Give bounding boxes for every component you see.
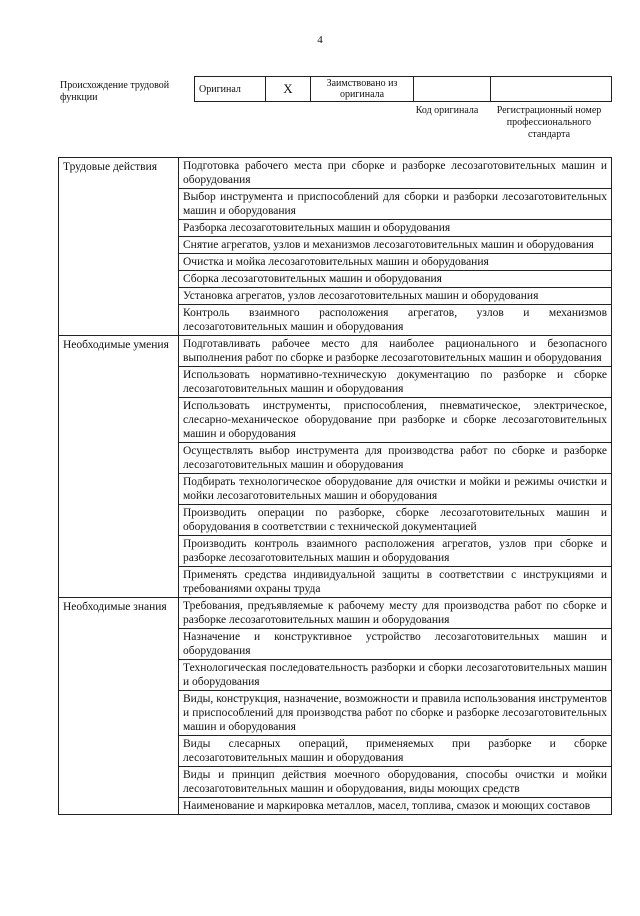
section-item: Подготовка рабочего места при сборке и разборке лесозаготовительных машин и оборудования — [179, 158, 612, 189]
section-item: Разборка лесозаготовительных машин и оборудования — [179, 220, 612, 237]
section-item: Очистка и мойка лесозаготовительных машин и оборудования — [179, 254, 612, 271]
origin-label: Происхождение трудовой функции — [60, 80, 170, 103]
code-cell — [414, 77, 491, 102]
page-number: 4 — [317, 34, 323, 46]
section-item: Виды, конструкция, назначение, возможности и правила использования инструментов и приспособлений для производства работ по сборке и разборке лесозаготовительных машин и оборудования — [179, 691, 612, 736]
section-item: Технологическая последовательность разборки и сборки лесозаготовительных машин и оборудования — [179, 660, 612, 691]
function-table — [58, 157, 612, 815]
section-item: Производить контроль взаимного расположения агрегатов, узлов при сборке и разборке лесозаготовительных машин и оборудования — [179, 536, 612, 567]
section-item: Требования, предъявляемые к рабочему месту для производства работ по сборке и разборке лесозаготовительных машин и оборудования — [179, 598, 612, 629]
section-item: Выбор инструмента и приспособлений для сборки и разборки лесозаготовительных машин и оборудования — [179, 189, 612, 220]
section-item: Контроль взаимного расположения агрегатов, узлов и механизмов лесозаготовительных машин и оборудования — [179, 305, 612, 336]
reg-number-caption: Регистрационный номер профессионального стандарта — [496, 105, 602, 140]
borrowed-cell: Заимствовано из оригинала — [311, 77, 414, 102]
section-item: Использовать инструменты, приспособления, пневматическое, электрическое, слесарно-механическое оборудование при разборке и сборке лесозаготовительных машин и оборудования — [179, 398, 612, 443]
section-item: Наименование и маркировка металлов, масел, топлива, смазок и моющих составов — [179, 798, 612, 815]
section-item: Применять средства индивидуальной защиты в соответствии с инструкциями и требованиями охраны труда — [179, 567, 612, 598]
section-title: Необходимые знания — [59, 598, 179, 815]
section-item: Виды слесарных операций, применяемых при разборке и сборке лесозаготовительных машин и оборудования — [179, 736, 612, 767]
section-title: Трудовые действия — [59, 158, 179, 336]
origin-table — [194, 76, 612, 102]
section-item: Назначение и конструктивное устройство лесозаготовительных машин и оборудования — [179, 629, 612, 660]
code-caption: Код оригинала — [415, 105, 479, 116]
table-row — [59, 336, 612, 367]
section-item: Виды и принцип действия моечного оборудования, способы очистки и мойки лесозаготовительных машин и оборудования, виды моющих средств — [179, 767, 612, 798]
table-row — [59, 598, 612, 629]
table-row — [59, 158, 612, 189]
reg-number-cell — [491, 77, 612, 102]
function-table-body — [59, 158, 612, 815]
section-item: Осуществлять выбор инструмента для производства работ по сборке и разборке лесозаготовительных машин и оборудования — [179, 443, 612, 474]
section-item: Подготавливать рабочее место для наиболее рационального и безопасного выполнения работ по сборке и разборке лесозаготовительных машин и оборудования — [179, 336, 612, 367]
section-item: Подбирать технологическое оборудование для очистки и мойки и режимы очистки и мойки лесозаготовительных машин и оборудования — [179, 474, 612, 505]
section-title: Необходимые умения — [59, 336, 179, 598]
section-item: Сборка лесозаготовительных машин и оборудования — [179, 271, 612, 288]
section-item: Снятие агрегатов, узлов и механизмов лесозаготовительных машин и оборудования — [179, 237, 612, 254]
section-item: Использовать нормативно-техническую документацию по разборке и сборке лесозаготовительных машин и оборудования — [179, 367, 612, 398]
original-mark: X — [266, 77, 311, 102]
section-item: Установка агрегатов, узлов лесозаготовительных машин и оборудования — [179, 288, 612, 305]
original-cell: Оригинал — [195, 77, 266, 102]
section-item: Производить операции по разборке, сборке лесозаготовительных машин и оборудования в соответствии с технической документацией — [179, 505, 612, 536]
